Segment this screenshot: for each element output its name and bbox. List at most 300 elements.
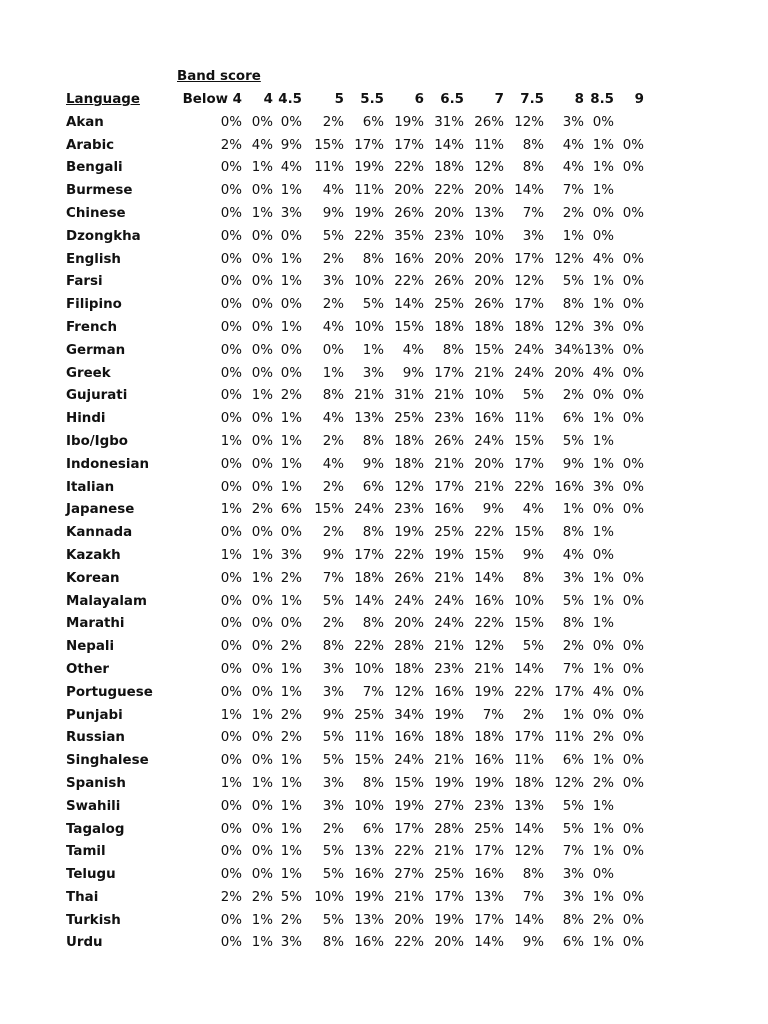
percentage-cell: 7%	[562, 844, 584, 860]
table-row	[66, 226, 644, 249]
column-header: 5.5	[360, 92, 384, 107]
percentage-cell: 1%	[280, 844, 302, 860]
percentage-cell: 13%	[354, 844, 384, 860]
percentage-cell: 2%	[322, 616, 344, 632]
percentage-cell: 19%	[434, 912, 464, 928]
percentage-cell: 0%	[220, 730, 242, 746]
percentage-cell: 25%	[394, 411, 424, 427]
percentage-cell: 0%	[280, 114, 302, 130]
percentage-cell: 7%	[322, 570, 344, 586]
percentage-cell: 0%	[622, 730, 644, 746]
percentage-cell: 6%	[562, 411, 584, 427]
percentage-cell: 0%	[220, 661, 242, 677]
percentage-cell: 6%	[362, 821, 384, 837]
percentage-cell: 7%	[562, 183, 584, 199]
percentage-cell: 12%	[554, 251, 584, 267]
percentage-cell: 26%	[434, 433, 464, 449]
percentage-cell: 4%	[592, 251, 614, 267]
percentage-cell: 0%	[622, 639, 644, 655]
percentage-cell: 1%	[251, 160, 273, 176]
percentage-cell: 2%	[322, 114, 344, 130]
percentage-cell: 18%	[434, 730, 464, 746]
table-row	[66, 568, 644, 591]
percentage-cell: 6%	[362, 114, 384, 130]
percentage-cell: 0%	[592, 205, 614, 221]
percentage-cell: 24%	[514, 342, 544, 358]
table-row	[66, 454, 644, 477]
percentage-cell: 4%	[562, 137, 584, 153]
percentage-cell: 13%	[474, 205, 504, 221]
percentage-cell: 0%	[220, 570, 242, 586]
percentage-cell: 17%	[354, 137, 384, 153]
percentage-cell: 14%	[514, 183, 544, 199]
percentage-cell: 22%	[354, 228, 384, 244]
percentage-cell: 0%	[280, 616, 302, 632]
percentage-cell: 0%	[622, 297, 644, 313]
percentage-cell: 11%	[514, 411, 544, 427]
percentage-cell: 0%	[622, 570, 644, 586]
percentage-cell: 0%	[251, 433, 273, 449]
percentage-cell: 19%	[354, 205, 384, 221]
percentage-cell: 1%	[322, 365, 344, 381]
percentage-cell: 20%	[474, 456, 504, 472]
percentage-cell: 0%	[220, 525, 242, 541]
percentage-cell: 18%	[434, 319, 464, 335]
percentage-cell: 10%	[514, 593, 544, 609]
percentage-cell: 1%	[592, 160, 614, 176]
percentage-cell: 9%	[482, 502, 504, 518]
percentage-cell: 0%	[622, 684, 644, 700]
percentage-cell: 0%	[220, 821, 242, 837]
percentage-cell: 1%	[280, 274, 302, 290]
percentage-cell: 1%	[592, 593, 614, 609]
percentage-cell: 8%	[322, 639, 344, 655]
percentage-cell: 0%	[592, 228, 614, 244]
percentage-cell: 17%	[354, 547, 384, 563]
percentage-cell: 21%	[434, 639, 464, 655]
percentage-cell: 0%	[220, 388, 242, 404]
percentage-cell: 18%	[474, 730, 504, 746]
percentage-cell: 0%	[280, 342, 302, 358]
table-row	[66, 431, 644, 454]
percentage-cell: 10%	[314, 889, 344, 905]
language-cell: Malayalam	[66, 593, 147, 609]
percentage-cell: 12%	[394, 684, 424, 700]
percentage-cell: 9%	[322, 205, 344, 221]
percentage-cell: 3%	[280, 547, 302, 563]
percentage-cell: 0%	[592, 867, 614, 883]
percentage-cell: 9%	[322, 547, 344, 563]
percentage-cell: 5%	[322, 844, 344, 860]
table-row	[66, 659, 644, 682]
percentage-cell: 22%	[394, 844, 424, 860]
percentage-cell: 2%	[220, 889, 242, 905]
percentage-cell: 3%	[322, 684, 344, 700]
percentage-cell: 7%	[562, 661, 584, 677]
percentage-cell: 0%	[622, 251, 644, 267]
percentage-cell: 19%	[394, 114, 424, 130]
table-row	[66, 887, 644, 910]
percentage-cell: 2%	[251, 889, 273, 905]
percentage-cell: 20%	[474, 183, 504, 199]
table-row	[66, 796, 644, 819]
table-row	[66, 317, 644, 340]
percentage-cell: 17%	[514, 251, 544, 267]
percentage-cell: 22%	[434, 183, 464, 199]
percentage-cell: 2%	[322, 251, 344, 267]
percentage-cell: 19%	[394, 798, 424, 814]
percentage-cell: 22%	[474, 525, 504, 541]
percentage-cell: 9%	[522, 547, 544, 563]
percentage-cell: 0%	[622, 456, 644, 472]
percentage-cell: 1%	[280, 411, 302, 427]
percentage-cell: 17%	[514, 456, 544, 472]
percentage-cell: 2%	[322, 297, 344, 313]
percentage-cell: 2%	[322, 479, 344, 495]
percentage-cell: 25%	[434, 867, 464, 883]
percentage-cell: 20%	[434, 251, 464, 267]
percentage-cell: 5%	[562, 274, 584, 290]
percentage-cell: 1%	[592, 456, 614, 472]
percentage-cell: 1%	[280, 593, 302, 609]
language-cell: Filipino	[66, 297, 122, 313]
percentage-cell: 4%	[280, 160, 302, 176]
column-header: 8.5	[590, 92, 614, 107]
percentage-cell: 2%	[562, 388, 584, 404]
percentage-cell: 13%	[584, 342, 614, 358]
percentage-cell: 18%	[394, 456, 424, 472]
percentage-cell: 19%	[434, 547, 464, 563]
percentage-cell: 27%	[394, 867, 424, 883]
percentage-cell: 8%	[362, 616, 384, 632]
percentage-cell: 0%	[251, 798, 273, 814]
percentage-cell: 14%	[514, 821, 544, 837]
percentage-cell: 1%	[280, 433, 302, 449]
percentage-cell: 35%	[394, 228, 424, 244]
language-cell: Chinese	[66, 205, 126, 221]
percentage-cell: 5%	[362, 297, 384, 313]
percentage-cell: 2%	[322, 433, 344, 449]
percentage-cell: 21%	[434, 753, 464, 769]
percentage-cell: 0%	[220, 365, 242, 381]
table-row	[66, 157, 644, 180]
percentage-cell: 3%	[322, 661, 344, 677]
table-row	[66, 271, 644, 294]
percentage-cell: 8%	[442, 342, 464, 358]
percentage-cell: 7%	[522, 205, 544, 221]
percentage-cell: 0%	[220, 114, 242, 130]
percentage-cell: 22%	[394, 547, 424, 563]
percentage-cell: 8%	[522, 570, 544, 586]
table-row	[66, 545, 644, 568]
table-row	[66, 773, 644, 796]
percentage-cell: 24%	[474, 433, 504, 449]
percentage-cell: 2%	[280, 388, 302, 404]
percentage-cell: 22%	[474, 616, 504, 632]
percentage-cell: 2%	[562, 205, 584, 221]
percentage-cell: 10%	[354, 798, 384, 814]
percentage-cell: 9%	[402, 365, 424, 381]
language-cell: Akan	[66, 114, 104, 130]
percentage-cell: 5%	[322, 593, 344, 609]
percentage-cell: 2%	[592, 912, 614, 928]
percentage-cell: 1%	[251, 547, 273, 563]
percentage-cell: 1%	[592, 616, 614, 632]
language-cell: Other	[66, 661, 110, 677]
percentage-cell: 23%	[434, 228, 464, 244]
percentage-cell: 6%	[562, 935, 584, 951]
percentage-cell: 12%	[554, 319, 584, 335]
percentage-cell: 25%	[354, 707, 384, 723]
percentage-cell: 1%	[220, 547, 242, 563]
percentage-cell: 0%	[622, 342, 644, 358]
percentage-cell: 12%	[514, 844, 544, 860]
percentage-cell: 16%	[394, 730, 424, 746]
percentage-cell: 0%	[622, 775, 644, 791]
percentage-cell: 15%	[514, 433, 544, 449]
percentage-cell: 0%	[220, 183, 242, 199]
percentage-cell: 0%	[251, 114, 273, 130]
percentage-cell: 10%	[354, 319, 384, 335]
table-row	[66, 682, 644, 705]
percentage-cell: 0%	[592, 502, 614, 518]
percentage-cell: 13%	[354, 411, 384, 427]
percentage-cell: 25%	[474, 821, 504, 837]
percentage-cell: 24%	[354, 502, 384, 518]
percentage-cell: 15%	[514, 525, 544, 541]
percentage-cell: 21%	[474, 365, 504, 381]
percentage-cell: 23%	[394, 502, 424, 518]
percentage-cell: 8%	[562, 912, 584, 928]
table-row	[66, 864, 644, 887]
percentage-cell: 0%	[251, 753, 273, 769]
percentage-cell: 1%	[592, 297, 614, 313]
percentage-cell: 14%	[354, 593, 384, 609]
percentage-cell: 12%	[514, 114, 544, 130]
percentage-cell: 2%	[280, 570, 302, 586]
percentage-cell: 25%	[434, 297, 464, 313]
percentage-cell: 1%	[592, 525, 614, 541]
percentage-cell: 21%	[474, 661, 504, 677]
column-header: 7	[494, 92, 504, 107]
percentage-cell: 20%	[394, 183, 424, 199]
percentage-cell: 17%	[394, 137, 424, 153]
percentage-cell: 13%	[354, 912, 384, 928]
percentage-cell: 0%	[622, 137, 644, 153]
percentage-cell: 20%	[474, 251, 504, 267]
percentage-cell: 3%	[280, 935, 302, 951]
percentage-cell: 0%	[251, 844, 273, 860]
percentage-cell	[614, 545, 644, 568]
percentage-cell: 0%	[251, 639, 273, 655]
table-row	[66, 294, 644, 317]
percentage-cell: 4%	[562, 547, 584, 563]
column-header: 9	[634, 92, 644, 107]
percentage-cell: 4%	[592, 684, 614, 700]
language-cell: Portuguese	[66, 684, 153, 700]
percentage-cell: 0%	[622, 319, 644, 335]
percentage-cell: 1%	[220, 433, 242, 449]
percentage-cell: 12%	[474, 639, 504, 655]
percentage-cell: 1%	[592, 935, 614, 951]
percentage-cell: 0%	[251, 661, 273, 677]
column-header: 5	[334, 92, 344, 107]
percentage-cell: 2%	[280, 730, 302, 746]
percentage-cell: 0%	[220, 205, 242, 221]
percentage-cell: 2%	[562, 639, 584, 655]
percentage-cell: 26%	[434, 274, 464, 290]
percentage-cell: 0%	[251, 274, 273, 290]
percentage-cell: 16%	[474, 411, 504, 427]
percentage-cell: 1%	[280, 479, 302, 495]
percentage-cell: 19%	[354, 160, 384, 176]
language-cell: Thai	[66, 889, 99, 905]
percentage-cell: 9%	[362, 456, 384, 472]
table-row	[66, 522, 644, 545]
percentage-cell: 0%	[220, 684, 242, 700]
percentage-cell: 0%	[622, 821, 644, 837]
column-header: 8	[574, 92, 584, 107]
language-cell: Turkish	[66, 912, 121, 928]
percentage-cell: 0%	[622, 479, 644, 495]
percentage-cell: 0%	[280, 228, 302, 244]
table-row	[66, 727, 644, 750]
language-cell: Bengali	[66, 160, 123, 176]
percentage-cell: 14%	[514, 661, 544, 677]
percentage-cell: 8%	[522, 137, 544, 153]
percentage-cell: 9%	[322, 707, 344, 723]
percentage-cell: 0%	[220, 342, 242, 358]
percentage-cell: 17%	[434, 889, 464, 905]
percentage-cell: 1%	[592, 821, 614, 837]
percentage-cell: 18%	[394, 433, 424, 449]
percentage-cell: 21%	[474, 479, 504, 495]
column-header: 6.5	[440, 92, 464, 107]
percentage-cell: 5%	[280, 889, 302, 905]
percentage-cell: 27%	[434, 798, 464, 814]
percentage-cell: 0%	[251, 411, 273, 427]
percentage-cell: 19%	[434, 707, 464, 723]
language-cell: Marathi	[66, 616, 125, 632]
percentage-cell: 26%	[474, 297, 504, 313]
header-row	[66, 89, 644, 112]
percentage-cell: 1%	[251, 707, 273, 723]
percentage-cell: 5%	[562, 593, 584, 609]
percentage-cell	[614, 864, 644, 887]
percentage-cell: 34%	[554, 342, 584, 358]
percentage-cell: 0%	[622, 502, 644, 518]
percentage-cell: 0%	[622, 844, 644, 860]
percentage-cell: 21%	[394, 889, 424, 905]
language-cell: Hindi	[66, 411, 106, 427]
table-row	[66, 340, 644, 363]
percentage-cell: 3%	[322, 775, 344, 791]
percentage-cell: 1%	[280, 684, 302, 700]
percentage-cell: 4%	[592, 365, 614, 381]
percentage-cell: 28%	[394, 639, 424, 655]
percentage-cell: 34%	[394, 707, 424, 723]
percentage-cell: 19%	[474, 775, 504, 791]
percentage-cell: 19%	[354, 889, 384, 905]
column-header-language: Language	[66, 92, 140, 107]
percentage-cell: 1%	[251, 775, 273, 791]
percentage-cell: 16%	[354, 935, 384, 951]
percentage-cell: 31%	[394, 388, 424, 404]
percentage-cell: 21%	[434, 456, 464, 472]
percentage-cell: 0%	[622, 935, 644, 951]
table-row	[66, 203, 644, 226]
percentage-cell: 1%	[280, 753, 302, 769]
percentage-cell: 1%	[592, 137, 614, 153]
language-cell: Indonesian	[66, 456, 150, 472]
percentage-cell: 0%	[622, 661, 644, 677]
percentage-cell: 14%	[514, 912, 544, 928]
table-body	[66, 112, 644, 955]
percentage-cell: 19%	[434, 775, 464, 791]
language-cell: Korean	[66, 570, 120, 586]
percentage-cell: 0%	[220, 319, 242, 335]
percentage-cell: 10%	[354, 661, 384, 677]
column-header: 7.5	[520, 92, 544, 107]
percentage-cell: 1%	[251, 935, 273, 951]
percentage-cell: 0%	[220, 867, 242, 883]
percentage-cell: 16%	[474, 753, 504, 769]
percentage-cell: 24%	[394, 753, 424, 769]
percentage-cell: 0%	[322, 342, 344, 358]
percentage-cell: 0%	[592, 639, 614, 655]
percentage-cell: 23%	[434, 661, 464, 677]
language-cell: Japanese	[66, 502, 135, 518]
percentage-cell: 1%	[280, 661, 302, 677]
percentage-cell: 0%	[220, 753, 242, 769]
percentage-cell: 26%	[394, 205, 424, 221]
percentage-cell: 16%	[554, 479, 584, 495]
percentage-cell: 0%	[220, 456, 242, 472]
percentage-cell: 4%	[322, 456, 344, 472]
percentage-cell: 24%	[514, 365, 544, 381]
percentage-cell: 0%	[220, 160, 242, 176]
percentage-cell: 0%	[251, 365, 273, 381]
percentage-cell: 1%	[220, 502, 242, 518]
language-cell: Punjabi	[66, 707, 123, 723]
percentage-cell: 16%	[434, 502, 464, 518]
percentage-cell: 4%	[322, 411, 344, 427]
percentage-cell: 0%	[622, 707, 644, 723]
percentage-cell: 17%	[394, 821, 424, 837]
percentage-cell: 2%	[522, 707, 544, 723]
percentage-cell: 22%	[514, 684, 544, 700]
percentage-cell: 18%	[354, 570, 384, 586]
table-row	[66, 932, 644, 955]
percentage-cell: 3%	[592, 319, 614, 335]
percentage-cell: 3%	[280, 205, 302, 221]
percentage-cell: 1%	[251, 570, 273, 586]
percentage-cell: 1%	[562, 707, 584, 723]
language-cell: Urdu	[66, 935, 103, 951]
percentage-cell: 9%	[280, 137, 302, 153]
percentage-cell: 23%	[434, 411, 464, 427]
percentage-cell: 0%	[280, 365, 302, 381]
percentage-cell: 22%	[514, 479, 544, 495]
percentage-cell: 17%	[434, 479, 464, 495]
percentage-cell: 14%	[474, 935, 504, 951]
percentage-cell: 1%	[280, 319, 302, 335]
percentage-cell: 12%	[394, 479, 424, 495]
table-row	[66, 636, 644, 659]
percentage-cell: 8%	[562, 616, 584, 632]
percentage-cell	[614, 522, 644, 545]
percentage-cell: 4%	[402, 342, 424, 358]
